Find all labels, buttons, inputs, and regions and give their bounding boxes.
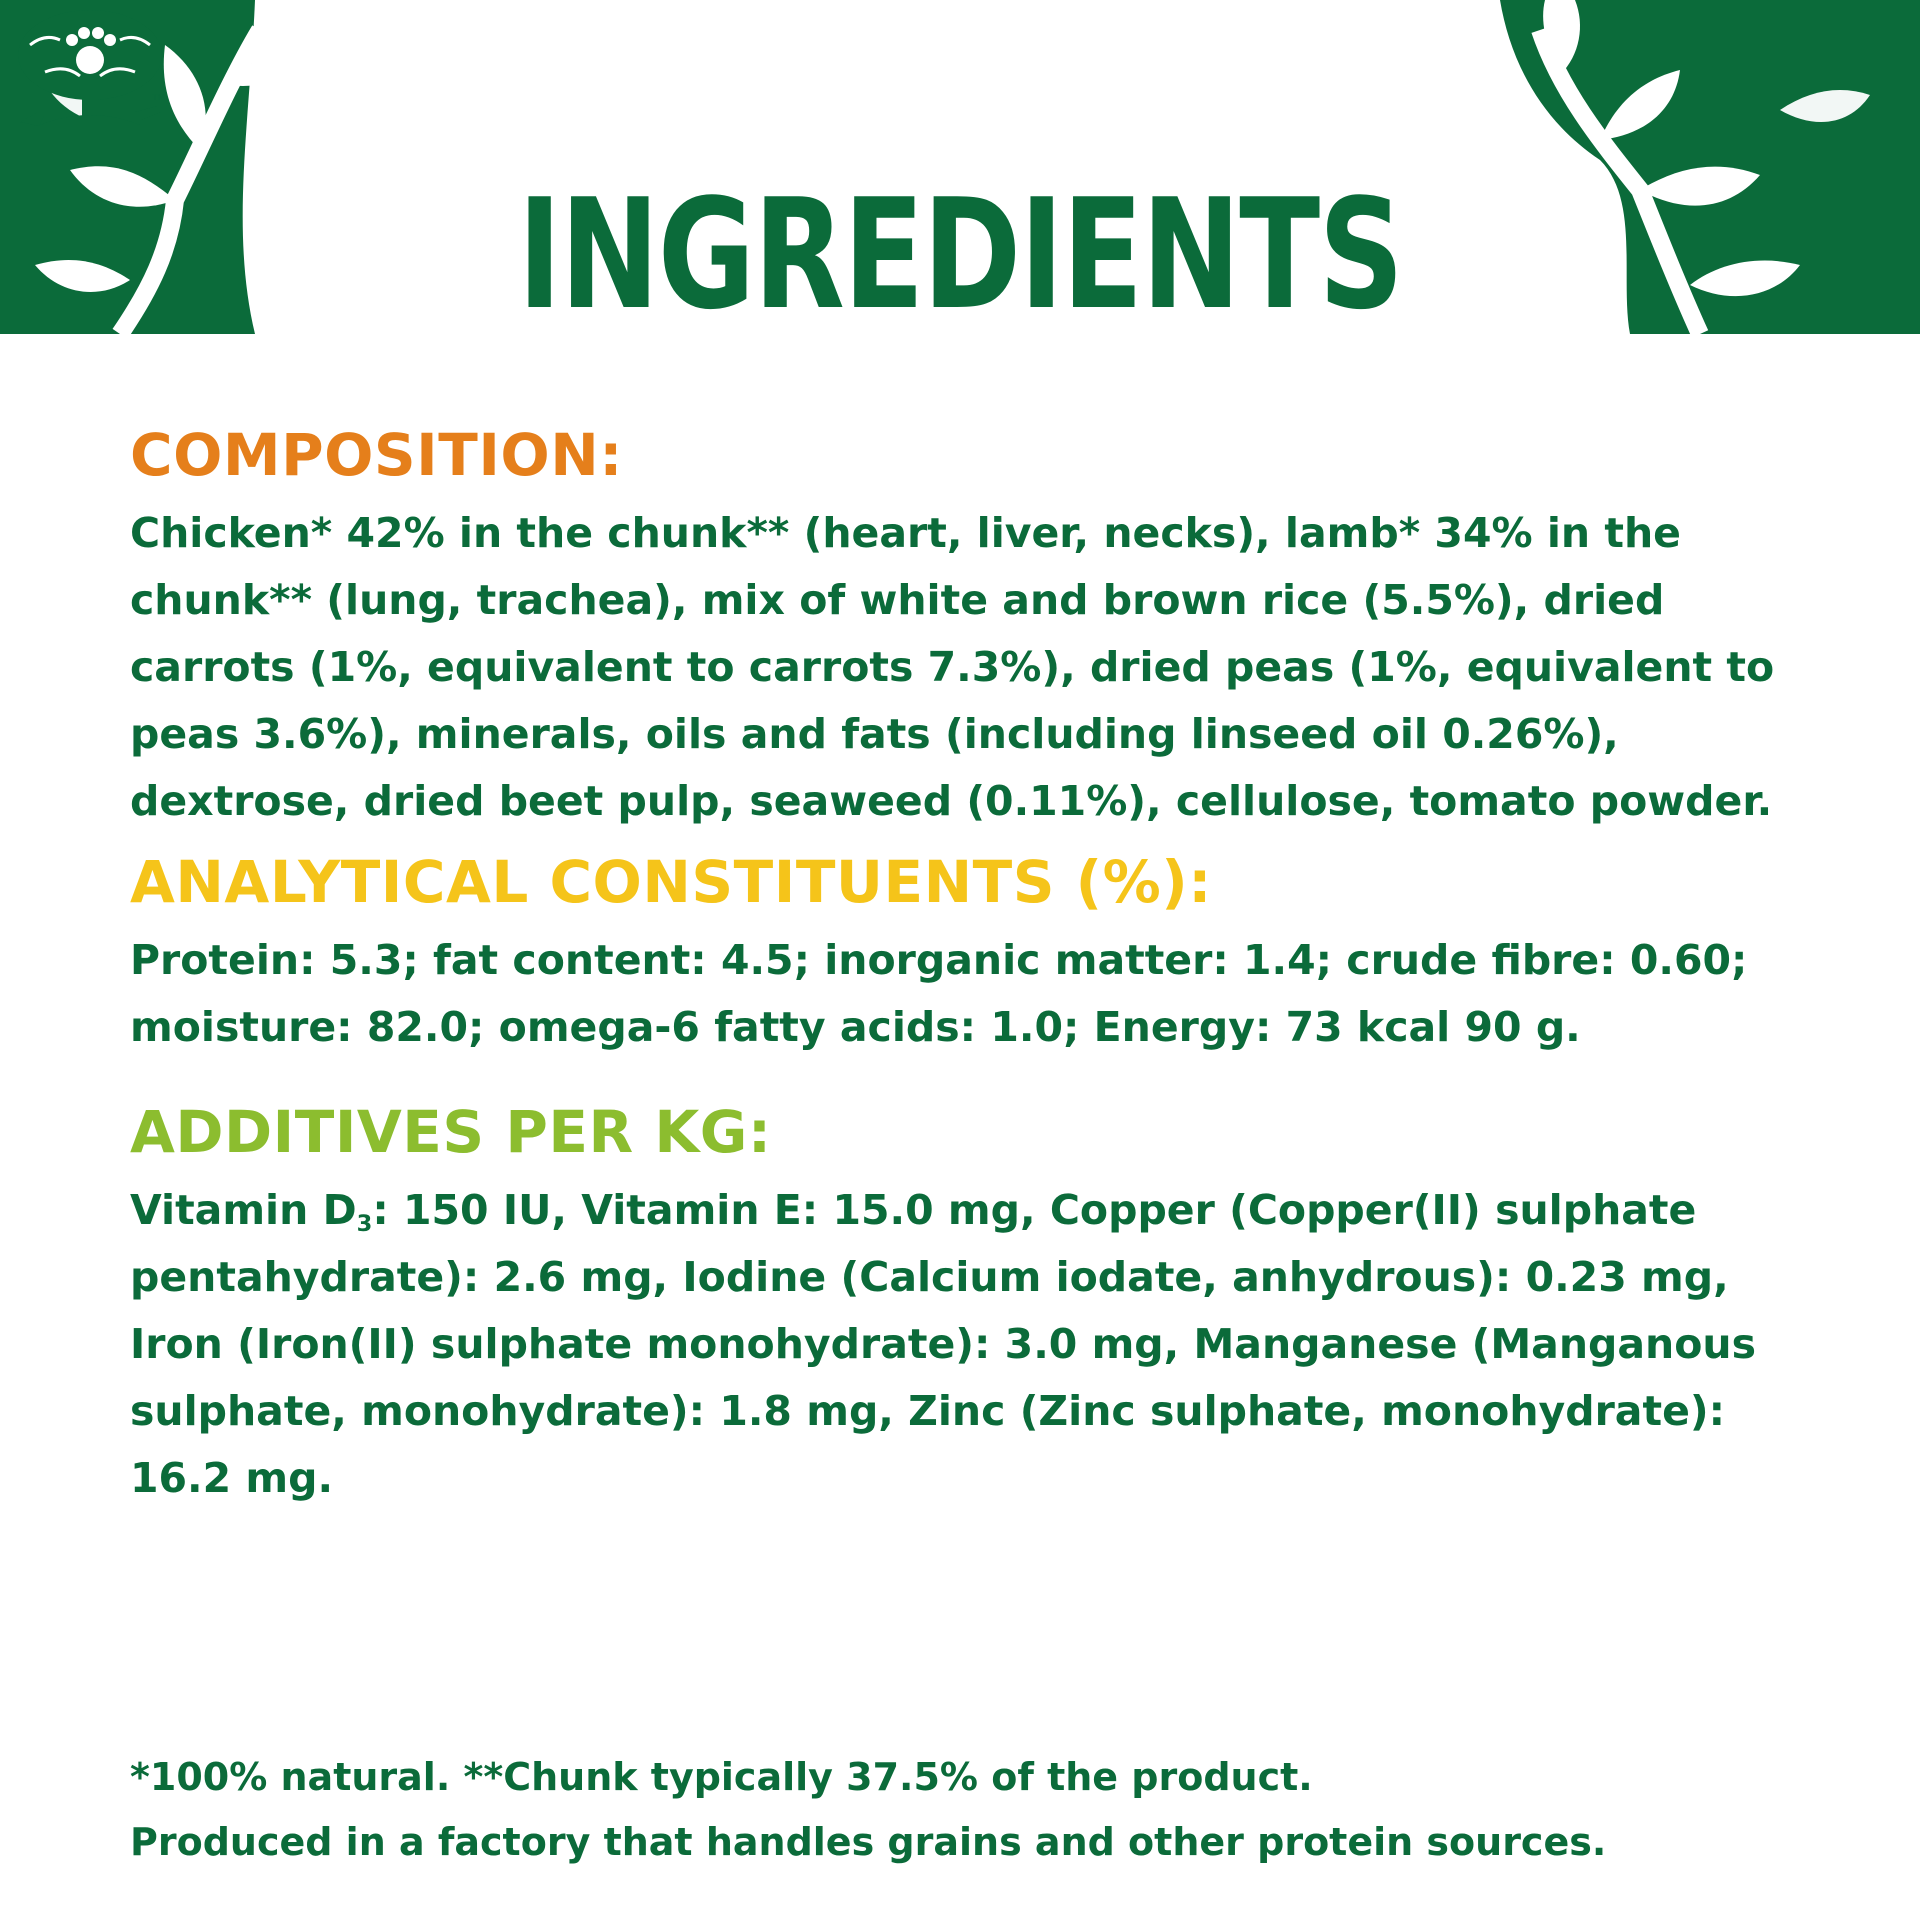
composition-heading: COMPOSITION: bbox=[130, 421, 623, 489]
page-title: INGREDIENTS bbox=[517, 166, 1403, 343]
composition-section bbox=[130, 420, 1810, 835]
ingredients-content bbox=[130, 420, 1810, 1512]
footnotes bbox=[130, 1745, 1830, 1875]
composition-text: Chicken* 42% in the chunk** (heart, liver, necks), lamb* 34% in the chunk** (lung, trachea), mix of white and brown rice (5.5%), dried carrots (1%, equivalent to carrots 7.3%), dried peas (1%, equivalent to peas 3.6%), minerals, oils and fats (including linseed oil 0.26%), dextrose, dried beet pulp, seaweed (0.11%), cellulose, tomato powder. bbox=[130, 509, 1775, 825]
footnote-factory: Produced in a factory that handles grains and other protein sources. bbox=[130, 1820, 1607, 1864]
footnote-natural: *100% natural. **Chunk typically 37.5% of the product. bbox=[130, 1755, 1313, 1799]
additives-heading: ADDITIVES PER KG: bbox=[130, 1098, 772, 1166]
additives-text bbox=[130, 1177, 1810, 1512]
additives-section bbox=[130, 1097, 1810, 1512]
vitamin-d-subscript: 3 bbox=[356, 1210, 373, 1237]
analytical-heading: ANALYTICAL CONSTITUENTS (%): bbox=[130, 848, 1212, 916]
header-banner bbox=[0, 0, 1920, 343]
vitamin-d-label: Vitamin D bbox=[130, 1186, 357, 1234]
svg-text:TM: TM bbox=[152, 93, 166, 103]
analytical-text: Protein: 5.3; fat content: 4.5; inorganic matter: 1.4; crude fibre: 0.60; moisture: 82.0; omega-6 fatty acids: 1.0; Energy: 73 kcal 90 g. bbox=[130, 936, 1748, 1051]
tree-paw-logo-icon bbox=[0, 0, 180, 150]
analytical-section bbox=[130, 847, 1810, 1061]
additives-list: : 150 IU, Vitamin E: 15.0 mg, Copper (Copper(II) sulphate pentahydrate): 2.6 mg, Iodine (Calcium iodate, anhydrous): 0.23 mg, Iron (Iron(II) sulphate monohydrate): 3.0 mg, Manganese (Manganous sulphate, monohydrate): 1.8 mg, Zinc (Zinc sulphate, monohydrate): 16.2 mg. bbox=[130, 1186, 1757, 1502]
